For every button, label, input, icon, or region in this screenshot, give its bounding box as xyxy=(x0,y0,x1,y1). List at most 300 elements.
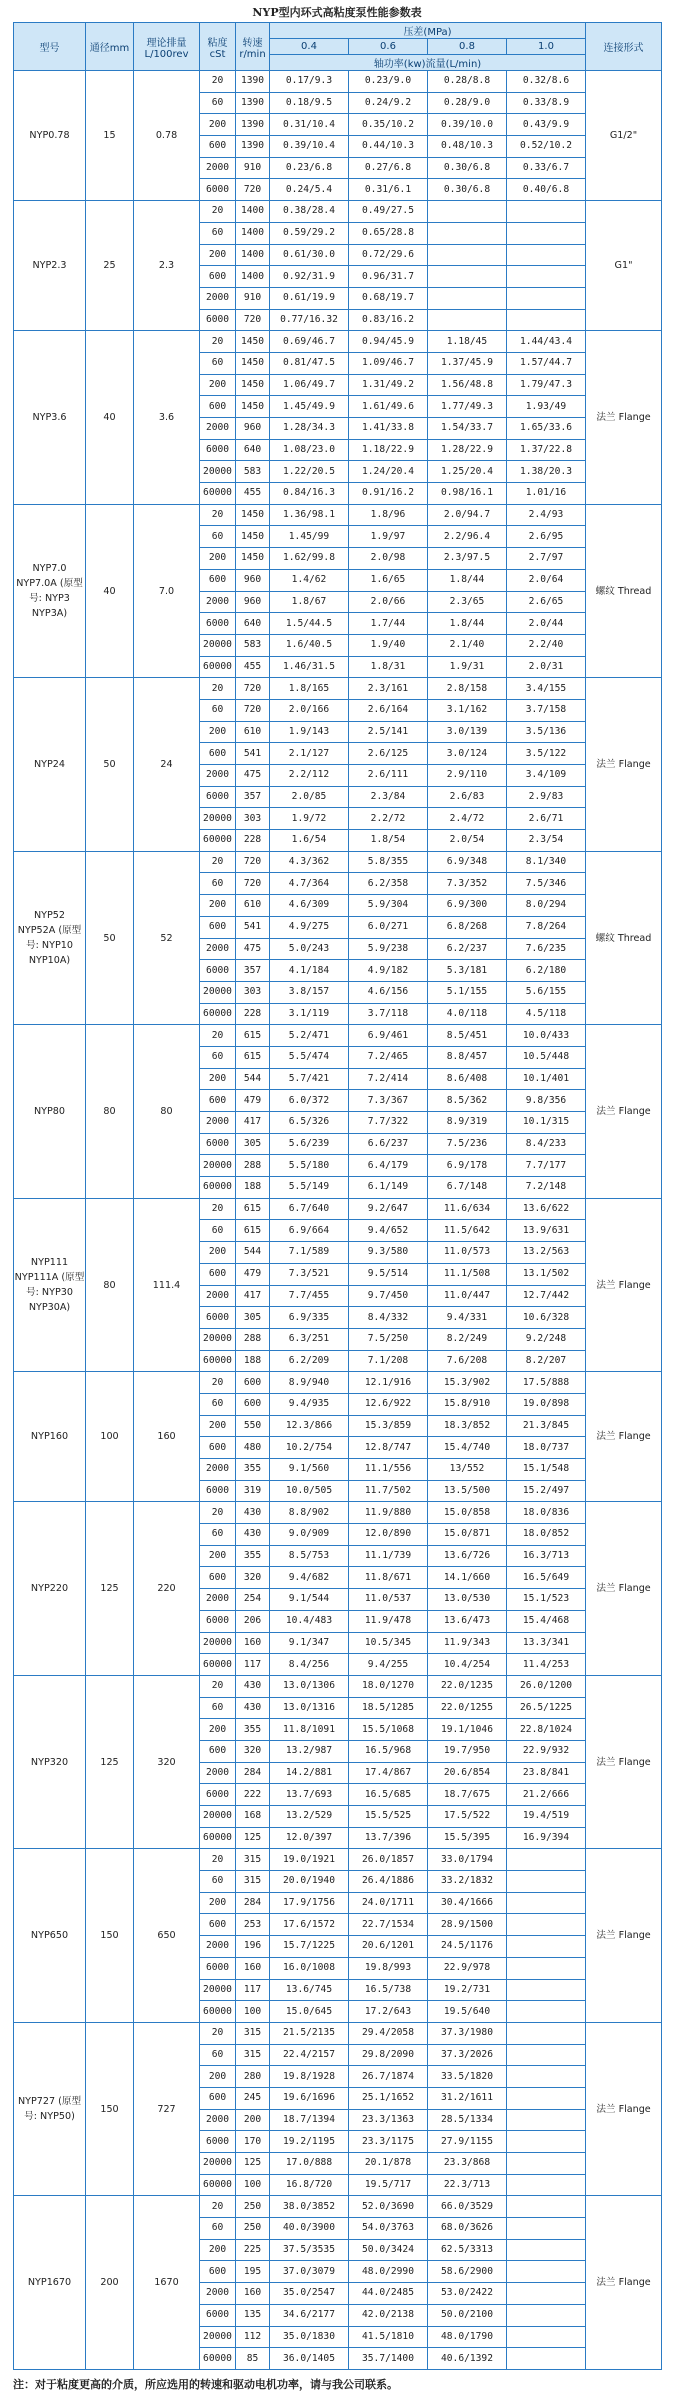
cell-power-flow: 10.4/483 xyxy=(270,1610,349,1632)
cell-viscosity: 60000 xyxy=(200,1350,236,1372)
cell-connection: 法兰 Flange xyxy=(586,1372,662,1502)
cell-power-flow: 11.9/880 xyxy=(349,1502,428,1524)
cell-viscosity: 60000 xyxy=(200,2174,236,2196)
cell-speed: 1450 xyxy=(236,548,270,570)
cell-power-flow: 1.8/31 xyxy=(349,656,428,678)
cell-power-flow: 25.1/1652 xyxy=(349,2087,428,2109)
cell-power-flow: 2.6/83 xyxy=(428,786,507,808)
cell-power-flow: 33.5/1820 xyxy=(428,2066,507,2088)
cell-power-flow: 7.7/322 xyxy=(349,1112,428,1134)
cell-speed: 250 xyxy=(236,2218,270,2240)
cell-connection: 法兰 Flange xyxy=(586,1025,662,1199)
cell-viscosity: 20 xyxy=(200,201,236,223)
cell-power-flow: 0.98/16.1 xyxy=(428,483,507,505)
cell-speed: 1450 xyxy=(236,374,270,396)
cell-speed: 288 xyxy=(236,1155,270,1177)
cell-power-flow: 11.0/447 xyxy=(428,1285,507,1307)
cell-speed: 303 xyxy=(236,808,270,830)
cell-power-flow: 1.06/49.7 xyxy=(270,374,349,396)
cell-power-flow: 15.7/1225 xyxy=(270,1936,349,1958)
cell-power-flow: 16.3/713 xyxy=(507,1545,586,1567)
cell-power-flow: 7.1/208 xyxy=(349,1350,428,1372)
cell-power-flow: 6.9/300 xyxy=(428,895,507,917)
cell-power-flow: 1.01/16 xyxy=(507,483,586,505)
cell-viscosity: 2000 xyxy=(200,1112,236,1134)
cell-power-flow: 6.9/461 xyxy=(349,1025,428,1047)
cell-power-flow: 1.18/45 xyxy=(428,331,507,353)
cell-power-flow: 1.77/49.3 xyxy=(428,396,507,418)
cell-model: NYP3.6 xyxy=(14,331,86,505)
cell-speed: 430 xyxy=(236,1524,270,1546)
cell-viscosity: 6000 xyxy=(200,1133,236,1155)
cell-power-flow: 28.9/1500 xyxy=(428,1914,507,1936)
cell-power-flow: 2.1/127 xyxy=(270,743,349,765)
cell-viscosity: 6000 xyxy=(200,786,236,808)
cell-power-flow: 0.92/31.9 xyxy=(270,266,349,288)
cell-power-flow: 2.6/71 xyxy=(507,808,586,830)
cell-power-flow: 21.5/2135 xyxy=(270,2022,349,2044)
cell-power-flow: 11.5/642 xyxy=(428,1220,507,1242)
cell-power-flow: 13.2/563 xyxy=(507,1242,586,1264)
cell-speed: 315 xyxy=(236,2022,270,2044)
cell-power-flow: 12.0/890 xyxy=(349,1524,428,1546)
cell-power-flow xyxy=(507,244,586,266)
cell-power-flow xyxy=(428,244,507,266)
cell-power-flow: 11.0/573 xyxy=(428,1242,507,1264)
cell-power-flow: 1.44/43.4 xyxy=(507,331,586,353)
cell-power-flow: 9.4/935 xyxy=(270,1393,349,1415)
cell-power-flow: 10.0/505 xyxy=(270,1480,349,1502)
cell-power-flow xyxy=(507,2153,586,2175)
cell-power-flow: 6.9/178 xyxy=(428,1155,507,1177)
cell-power-flow: 0.27/6.8 xyxy=(349,157,428,179)
cell-power-flow: 19.0/1921 xyxy=(270,1849,349,1871)
cell-power-flow: 4.0/118 xyxy=(428,1003,507,1025)
cell-power-flow: 1.8/165 xyxy=(270,678,349,700)
cell-power-flow xyxy=(507,2001,586,2023)
cell-power-flow: 6.0/372 xyxy=(270,1090,349,1112)
cell-power-flow: 16.5/685 xyxy=(349,1784,428,1806)
cell-power-flow: 7.5/250 xyxy=(349,1328,428,1350)
cell-displacement: 0.78 xyxy=(134,71,200,201)
cell-power-flow: 0.30/6.8 xyxy=(428,157,507,179)
cell-speed: 475 xyxy=(236,765,270,787)
cell-power-flow: 0.23/6.8 xyxy=(270,157,349,179)
cell-power-flow: 0.17/9.3 xyxy=(270,71,349,93)
cell-power-flow: 14.2/881 xyxy=(270,1762,349,1784)
cell-viscosity: 20 xyxy=(200,1372,236,1394)
cell-speed: 125 xyxy=(236,1827,270,1849)
cell-power-flow: 1.37/45.9 xyxy=(428,352,507,374)
cell-power-flow: 0.39/10.0 xyxy=(428,114,507,136)
cell-power-flow: 19.5/640 xyxy=(428,2001,507,2023)
cell-viscosity: 6000 xyxy=(200,960,236,982)
cell-power-flow xyxy=(507,2326,586,2348)
cell-power-flow xyxy=(428,222,507,244)
cell-power-flow: 16.0/1008 xyxy=(270,1957,349,1979)
cell-power-flow: 8.1/340 xyxy=(507,851,586,873)
cell-viscosity: 6000 xyxy=(200,1307,236,1329)
cell-power-flow xyxy=(507,1957,586,1979)
cell-power-flow: 7.7/455 xyxy=(270,1285,349,1307)
cell-power-flow: 26.5/1225 xyxy=(507,1697,586,1719)
cell-power-flow xyxy=(507,1914,586,1936)
cell-viscosity: 200 xyxy=(200,114,236,136)
cell-power-flow: 9.0/909 xyxy=(270,1524,349,1546)
cell-power-flow: 16.8/720 xyxy=(270,2174,349,2196)
cell-power-flow: 8.2/249 xyxy=(428,1328,507,1350)
cell-displacement: 220 xyxy=(134,1502,200,1676)
cell-power-flow: 19.6/1696 xyxy=(270,2087,349,2109)
cell-power-flow: 40.0/3900 xyxy=(270,2218,349,2240)
cell-speed: 245 xyxy=(236,2087,270,2109)
cell-power-flow: 4.5/118 xyxy=(507,1003,586,1025)
cell-power-flow: 18.0/836 xyxy=(507,1502,586,1524)
cell-power-flow: 0.52/10.2 xyxy=(507,136,586,158)
cell-power-flow xyxy=(507,2348,586,2370)
cell-viscosity: 20 xyxy=(200,331,236,353)
cell-power-flow: 2.8/158 xyxy=(428,678,507,700)
cell-power-flow: 17.0/888 xyxy=(270,2153,349,2175)
cell-power-flow: 66.0/3529 xyxy=(428,2196,507,2218)
cell-power-flow: 5.6/155 xyxy=(507,981,586,1003)
cell-model: NYP52 NYP52A (原型号: NYP10 NYP10A) xyxy=(14,851,86,1025)
cell-power-flow: 2.1/40 xyxy=(428,634,507,656)
cell-power-flow: 9.1/347 xyxy=(270,1632,349,1654)
cell-power-flow: 9.4/682 xyxy=(270,1567,349,1589)
cell-viscosity: 60 xyxy=(200,1393,236,1415)
cell-power-flow: 2.6/111 xyxy=(349,765,428,787)
cell-power-flow: 2.3/97.5 xyxy=(428,548,507,570)
cell-power-flow: 7.3/367 xyxy=(349,1090,428,1112)
cell-power-flow xyxy=(507,222,586,244)
cell-power-flow: 1.93/49 xyxy=(507,396,586,418)
cell-viscosity: 6000 xyxy=(200,1957,236,1979)
cell-power-flow: 34.6/2177 xyxy=(270,2304,349,2326)
cell-speed: 160 xyxy=(236,1632,270,1654)
cell-power-flow: 0.40/6.8 xyxy=(507,179,586,201)
cell-power-flow: 7.5/346 xyxy=(507,873,586,895)
cell-speed: 615 xyxy=(236,1025,270,1047)
cell-viscosity: 60000 xyxy=(200,1177,236,1199)
cell-speed: 417 xyxy=(236,1285,270,1307)
cell-speed: 960 xyxy=(236,569,270,591)
cell-power-flow: 3.8/157 xyxy=(270,981,349,1003)
cell-connection: 法兰 Flange xyxy=(586,2022,662,2196)
cell-power-flow: 2.3/84 xyxy=(349,786,428,808)
table-body xyxy=(14,71,662,2370)
cell-power-flow: 37.3/1980 xyxy=(428,2022,507,2044)
cell-power-flow: 8.2/207 xyxy=(507,1350,586,1372)
cell-speed: 455 xyxy=(236,483,270,505)
cell-power-flow: 5.5/180 xyxy=(270,1155,349,1177)
cell-connection: 法兰 Flange xyxy=(586,1198,662,1372)
cell-viscosity: 20000 xyxy=(200,1979,236,2001)
cell-power-flow: 2.3/161 xyxy=(349,678,428,700)
cell-viscosity: 2000 xyxy=(200,591,236,613)
cell-power-flow: 13.5/500 xyxy=(428,1480,507,1502)
cell-power-flow: 0.33/6.7 xyxy=(507,157,586,179)
cell-power-flow: 42.0/2138 xyxy=(349,2304,428,2326)
cell-power-flow: 19.0/898 xyxy=(507,1393,586,1415)
cell-power-flow: 17.2/643 xyxy=(349,2001,428,2023)
cell-speed: 357 xyxy=(236,960,270,982)
cell-power-flow: 9.5/514 xyxy=(349,1263,428,1285)
cell-power-flow: 18.0/852 xyxy=(507,1524,586,1546)
header-model: 型号 xyxy=(14,23,86,71)
cell-power-flow: 15.5/525 xyxy=(349,1806,428,1828)
cell-power-flow: 3.4/155 xyxy=(507,678,586,700)
cell-viscosity: 60000 xyxy=(200,2001,236,2023)
cell-speed: 610 xyxy=(236,895,270,917)
cell-power-flow: 2.3/65 xyxy=(428,591,507,613)
cell-power-flow: 6.3/251 xyxy=(270,1328,349,1350)
cell-power-flow: 9.8/356 xyxy=(507,1090,586,1112)
cell-diameter: 150 xyxy=(86,2022,134,2196)
cell-speed: 455 xyxy=(236,656,270,678)
cell-diameter: 50 xyxy=(86,851,134,1025)
table-row xyxy=(14,504,662,526)
cell-power-flow xyxy=(507,309,586,331)
cell-viscosity: 60 xyxy=(200,222,236,244)
cell-power-flow: 2.0/31 xyxy=(507,656,586,678)
header-pressure-0: 0.4 xyxy=(270,39,349,55)
cell-power-flow: 22.8/1024 xyxy=(507,1719,586,1741)
cell-speed: 117 xyxy=(236,1654,270,1676)
cell-speed: 188 xyxy=(236,1350,270,1372)
cell-power-flow: 13.6/745 xyxy=(270,1979,349,2001)
cell-viscosity: 20 xyxy=(200,2196,236,2218)
cell-power-flow: 7.2/148 xyxy=(507,1177,586,1199)
cell-power-flow: 6.9/664 xyxy=(270,1220,349,1242)
cell-power-flow: 0.23/9.0 xyxy=(349,71,428,93)
cell-viscosity: 6000 xyxy=(200,1784,236,1806)
cell-speed: 355 xyxy=(236,1545,270,1567)
table-row xyxy=(14,1675,662,1697)
cell-model: NYP320 xyxy=(14,1675,86,1849)
cell-power-flow: 3.7/118 xyxy=(349,1003,428,1025)
cell-power-flow: 0.81/47.5 xyxy=(270,352,349,374)
cell-power-flow: 2.3/54 xyxy=(507,830,586,852)
cell-viscosity: 600 xyxy=(200,916,236,938)
cell-viscosity: 60000 xyxy=(200,1827,236,1849)
cell-speed: 550 xyxy=(236,1415,270,1437)
cell-speed: 720 xyxy=(236,851,270,873)
cell-power-flow: 29.4/2058 xyxy=(349,2022,428,2044)
header-pressure-1: 0.6 xyxy=(349,39,428,55)
cell-power-flow: 2.9/83 xyxy=(507,786,586,808)
cell-power-flow: 0.68/19.7 xyxy=(349,287,428,309)
cell-power-flow: 13.0/1306 xyxy=(270,1675,349,1697)
cell-viscosity: 60 xyxy=(200,1524,236,1546)
cell-power-flow: 6.7/640 xyxy=(270,1198,349,1220)
cell-power-flow: 13/552 xyxy=(428,1459,507,1481)
cell-power-flow: 1.22/20.5 xyxy=(270,461,349,483)
cell-power-flow: 5.8/355 xyxy=(349,851,428,873)
cell-viscosity: 60 xyxy=(200,2218,236,2240)
cell-power-flow: 5.6/239 xyxy=(270,1133,349,1155)
cell-viscosity: 200 xyxy=(200,244,236,266)
cell-power-flow: 12.6/922 xyxy=(349,1393,428,1415)
cell-viscosity: 2000 xyxy=(200,1762,236,1784)
cell-power-flow: 1.5/44.5 xyxy=(270,613,349,635)
cell-power-flow: 0.35/10.2 xyxy=(349,114,428,136)
cell-displacement: 24 xyxy=(134,678,200,852)
cell-viscosity: 600 xyxy=(200,396,236,418)
cell-power-flow: 11.6/634 xyxy=(428,1198,507,1220)
cell-speed: 430 xyxy=(236,1675,270,1697)
cell-power-flow: 1.79/47.3 xyxy=(507,374,586,396)
cell-power-flow: 21.3/845 xyxy=(507,1415,586,1437)
cell-displacement: 727 xyxy=(134,2022,200,2196)
cell-power-flow: 7.3/521 xyxy=(270,1263,349,1285)
cell-displacement: 80 xyxy=(134,1025,200,1199)
cell-viscosity: 60000 xyxy=(200,830,236,852)
cell-diameter: 15 xyxy=(86,71,134,201)
table-row xyxy=(14,71,662,93)
cell-power-flow: 35.0/1830 xyxy=(270,2326,349,2348)
cell-power-flow: 40.6/1392 xyxy=(428,2348,507,2370)
cell-viscosity: 60 xyxy=(200,873,236,895)
cell-power-flow xyxy=(507,1936,586,1958)
cell-speed: 315 xyxy=(236,2044,270,2066)
cell-power-flow: 13.2/987 xyxy=(270,1740,349,1762)
cell-power-flow: 1.9/143 xyxy=(270,721,349,743)
cell-viscosity: 600 xyxy=(200,1437,236,1459)
cell-viscosity: 60 xyxy=(200,1046,236,1068)
cell-power-flow: 13.9/631 xyxy=(507,1220,586,1242)
cell-power-flow xyxy=(507,1849,586,1871)
cell-power-flow: 37.5/3535 xyxy=(270,2239,349,2261)
cell-power-flow: 10.4/254 xyxy=(428,1654,507,1676)
cell-model: NYP2.3 xyxy=(14,201,86,331)
cell-speed: 100 xyxy=(236,2174,270,2196)
cell-power-flow: 13.6/473 xyxy=(428,1610,507,1632)
cell-power-flow: 1.25/20.4 xyxy=(428,461,507,483)
header-pressure-group: 压差(MPa) xyxy=(270,23,586,39)
cell-power-flow: 0.69/46.7 xyxy=(270,331,349,353)
cell-power-flow: 22.3/713 xyxy=(428,2174,507,2196)
cell-power-flow: 7.5/236 xyxy=(428,1133,507,1155)
cell-power-flow: 27.9/1155 xyxy=(428,2131,507,2153)
cell-viscosity: 2000 xyxy=(200,765,236,787)
cell-speed: 541 xyxy=(236,916,270,938)
cell-power-flow: 17.5/888 xyxy=(507,1372,586,1394)
cell-power-flow: 68.0/3626 xyxy=(428,2218,507,2240)
cell-power-flow: 9.4/255 xyxy=(349,1654,428,1676)
cell-speed: 112 xyxy=(236,2326,270,2348)
cell-power-flow: 62.5/3313 xyxy=(428,2239,507,2261)
cell-power-flow: 0.38/28.4 xyxy=(270,201,349,223)
cell-power-flow: 1.46/31.5 xyxy=(270,656,349,678)
cell-power-flow: 2.5/141 xyxy=(349,721,428,743)
cell-speed: 720 xyxy=(236,873,270,895)
cell-power-flow: 2.0/85 xyxy=(270,786,349,808)
cell-power-flow xyxy=(507,2066,586,2088)
cell-speed: 544 xyxy=(236,1242,270,1264)
cell-power-flow: 36.0/1405 xyxy=(270,2348,349,2370)
cell-power-flow: 6.8/268 xyxy=(428,916,507,938)
cell-model: NYP220 xyxy=(14,1502,86,1676)
cell-power-flow: 48.0/1790 xyxy=(428,2326,507,2348)
cell-power-flow: 1.57/44.7 xyxy=(507,352,586,374)
cell-model: NYP160 xyxy=(14,1372,86,1502)
cell-power-flow: 1.8/96 xyxy=(349,504,428,526)
cell-power-flow: 52.0/3690 xyxy=(349,2196,428,2218)
cell-power-flow: 2.2/72 xyxy=(349,808,428,830)
cell-viscosity: 6000 xyxy=(200,309,236,331)
cell-power-flow xyxy=(428,266,507,288)
cell-power-flow: 0.44/10.3 xyxy=(349,136,428,158)
cell-speed: 284 xyxy=(236,1762,270,1784)
cell-power-flow: 10.6/328 xyxy=(507,1307,586,1329)
cell-power-flow xyxy=(507,201,586,223)
cell-speed: 479 xyxy=(236,1263,270,1285)
cell-power-flow: 8.4/233 xyxy=(507,1133,586,1155)
cell-power-flow: 1.54/33.7 xyxy=(428,418,507,440)
cell-power-flow: 2.0/64 xyxy=(507,569,586,591)
cell-speed: 544 xyxy=(236,1068,270,1090)
cell-viscosity: 20000 xyxy=(200,2153,236,2175)
cell-viscosity: 200 xyxy=(200,1719,236,1741)
cell-power-flow: 6.4/179 xyxy=(349,1155,428,1177)
cell-speed: 280 xyxy=(236,2066,270,2088)
cell-power-flow: 8.8/902 xyxy=(270,1502,349,1524)
header-displacement: 理论排量L/100rev xyxy=(134,23,200,71)
cell-viscosity: 60000 xyxy=(200,1003,236,1025)
cell-power-flow: 0.61/19.9 xyxy=(270,287,349,309)
cell-power-flow: 11.9/343 xyxy=(428,1632,507,1654)
cell-power-flow: 9.2/647 xyxy=(349,1198,428,1220)
cell-power-flow: 0.28/8.8 xyxy=(428,71,507,93)
cell-power-flow: 1.28/22.9 xyxy=(428,439,507,461)
page-title: NYP型内环式高粘度泵性能参数表 xyxy=(252,6,422,19)
cell-diameter: 200 xyxy=(86,2196,134,2370)
cell-power-flow: 1.65/33.6 xyxy=(507,418,586,440)
cell-power-flow: 14.1/660 xyxy=(428,1567,507,1589)
cell-power-flow: 11.8/1091 xyxy=(270,1719,349,1741)
cell-power-flow: 22.0/1235 xyxy=(428,1675,507,1697)
cell-viscosity: 20 xyxy=(200,851,236,873)
cell-power-flow: 26.0/1857 xyxy=(349,1849,428,1871)
cell-power-flow: 29.8/2090 xyxy=(349,2044,428,2066)
cell-diameter: 40 xyxy=(86,504,134,678)
cell-power-flow: 10.5/448 xyxy=(507,1046,586,1068)
cell-power-flow: 13.0/1316 xyxy=(270,1697,349,1719)
table-row xyxy=(14,1849,662,1871)
cell-model: NYP1670 xyxy=(14,2196,86,2370)
cell-power-flow: 13.6/726 xyxy=(428,1545,507,1567)
cell-power-flow: 5.1/155 xyxy=(428,981,507,1003)
cell-displacement: 3.6 xyxy=(134,331,200,505)
cell-speed: 170 xyxy=(236,2131,270,2153)
cell-speed: 1450 xyxy=(236,504,270,526)
cell-power-flow: 11.7/502 xyxy=(349,1480,428,1502)
cell-power-flow: 15.0/645 xyxy=(270,2001,349,2023)
cell-power-flow: 1.6/40.5 xyxy=(270,634,349,656)
cell-power-flow: 1.38/20.3 xyxy=(507,461,586,483)
cell-model: NYP24 xyxy=(14,678,86,852)
cell-power-flow: 3.7/158 xyxy=(507,699,586,721)
cell-power-flow: 50.0/3424 xyxy=(349,2239,428,2261)
cell-displacement: 52 xyxy=(134,851,200,1025)
cell-viscosity: 200 xyxy=(200,1892,236,1914)
cell-power-flow: 33.0/1794 xyxy=(428,1849,507,1871)
cell-viscosity: 600 xyxy=(200,2261,236,2283)
cell-power-flow: 37.3/2026 xyxy=(428,2044,507,2066)
cell-power-flow: 38.0/3852 xyxy=(270,2196,349,2218)
table-row xyxy=(14,2022,662,2044)
